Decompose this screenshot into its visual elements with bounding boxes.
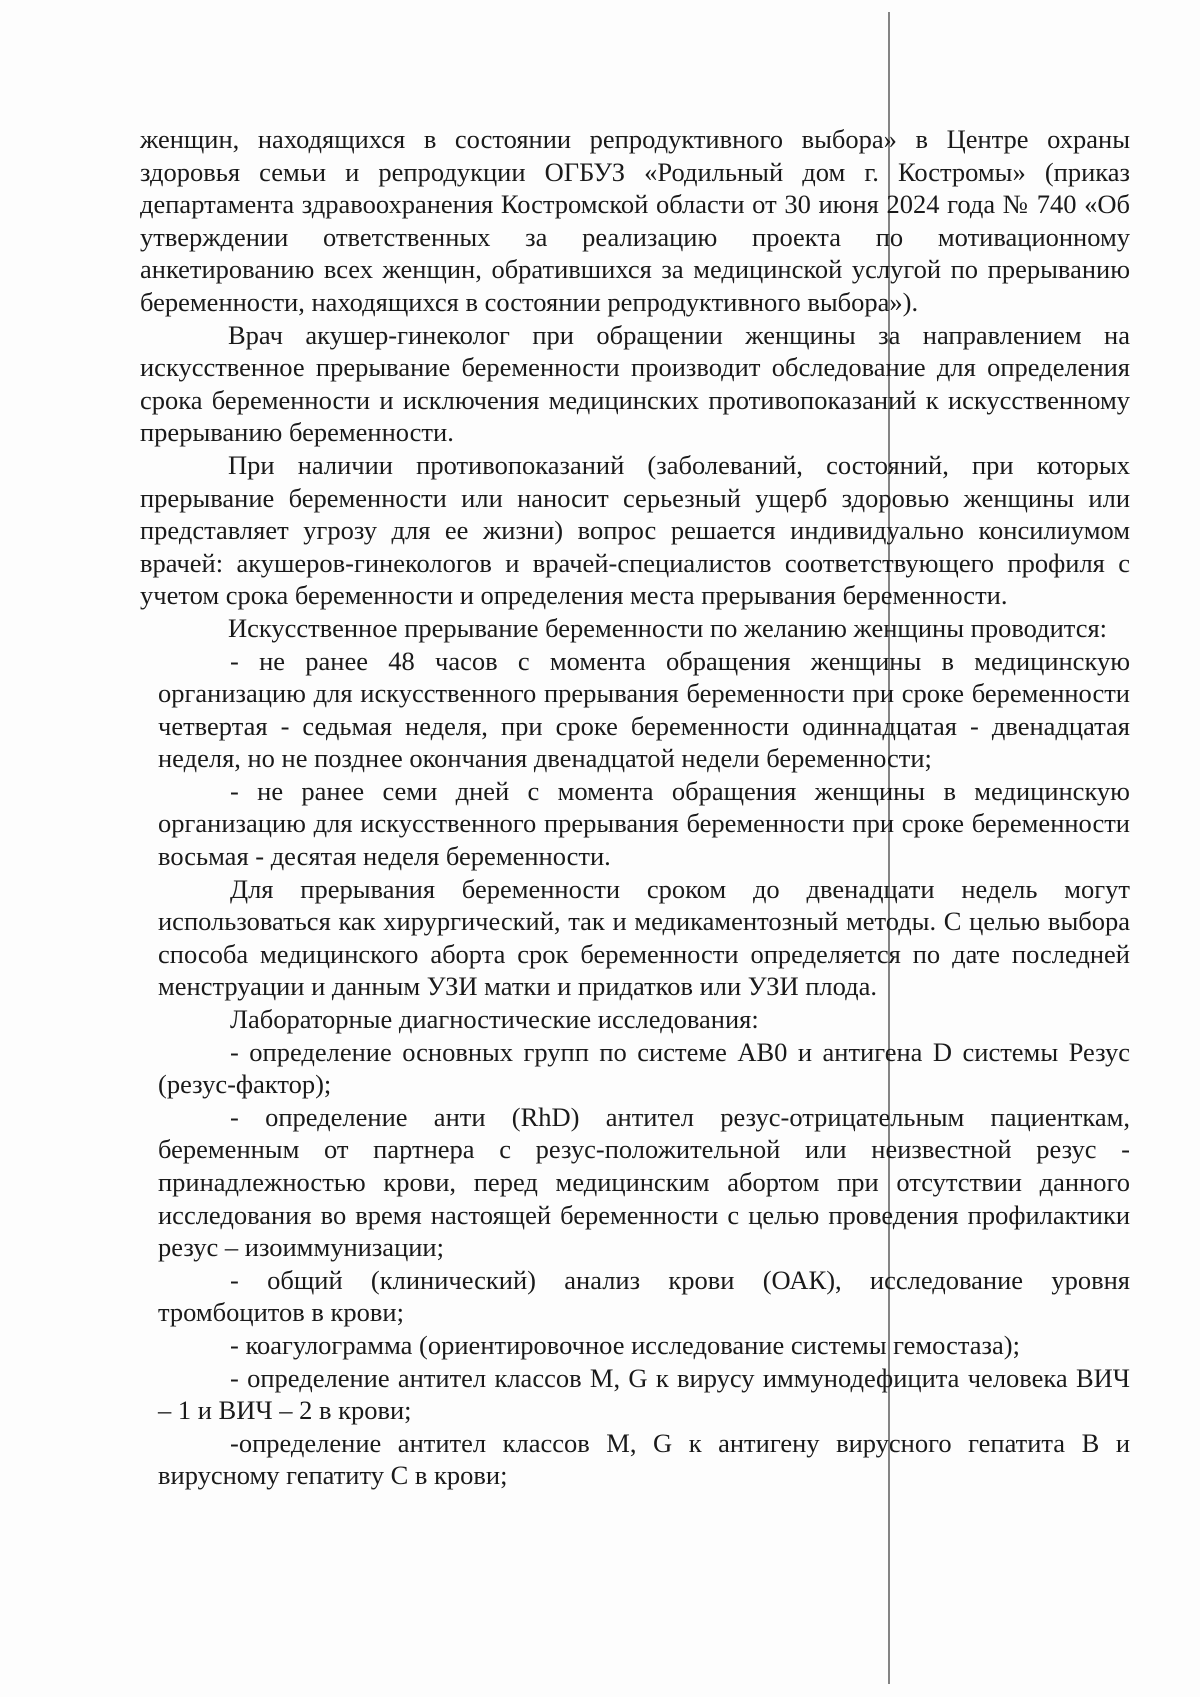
- paragraph-termination-intro: Искусственное прерывание беременности по желанию женщины проводится:: [228, 612, 1108, 643]
- list-item: - определение основных групп по системе AB0 и антигена D системы Резус (резус-фактор);: [158, 1036, 1130, 1100]
- paragraph-doctor-examination: Врач акушер-гинеколог при обращении женщины за направлением на искусственное прерывание беременности производит обследование для определения срока беременности и исключения медицинских противопоказаний к искусственному прерыванию беременности.: [140, 319, 1130, 448]
- list-item: - не ранее семи дней с момента обращения женщины в медицинскую организацию для искусственного прерывания беременности при сроке беременности восьмая - десятая неделя беременности.: [158, 775, 1130, 872]
- paragraph-continuation: женщин, находящихся в состоянии репродуктивного выбора» в Центре охраны здоровья семьи и репродукции ОГБУЗ «Родильный дом г. Костромы» (приказ департамента здравоохранения Костромской области от 30 июня 2024 года № 740 «Об утверждении ответственных за реализацию проекта по мотивационному анкетированию всех женщин, обратившихся за медицинской услугой по прерыванию беременности, находящихся в состоянии репродуктивного выбора»).: [140, 124, 1130, 317]
- list-item: - не ранее 48 часов с момента обращения женщины в медицинскую организацию для искусственного прерывания беременности при сроке беременности четвертая - седьмая неделя, при сроке беременности одиннадцатая - двенадцатая неделя, но не позднее окончания двенадцатой недели беременности;: [158, 645, 1130, 774]
- list-item: - общий (клинический) анализ крови (ОАК), исследование уровня тромбоцитов в крови;: [158, 1264, 1130, 1328]
- conditions-list: [140, 645, 1130, 1492]
- document-body: [140, 123, 1130, 1492]
- list-item: - коагулограмма (ориентировочное исследование системы гемостаза);: [230, 1329, 1020, 1360]
- lab-tests-heading: Лабораторные диагностические исследования:: [230, 1004, 759, 1035]
- list-item: - определение антител классов M, G к вирусу иммунодефицита человека ВИЧ – 1 и ВИЧ – 2 в крови;: [158, 1362, 1130, 1426]
- paragraph-methods: Для прерывания беременности сроком до двенадцати недель могут использоваться как хирургический, так и медикаментозный методы. С целью выбора способа медицинского аборта срок беременности определяется по дате последней менструации и данным УЗИ матки и придатков или УЗИ плода.: [158, 873, 1130, 1002]
- list-item: -определение антител классов M, G к антигену вирусного гепатита B и вирусному гепатиту C в крови;: [158, 1427, 1130, 1491]
- paragraph-contraindications: При наличии противопоказаний (заболеваний, состояний, при которых прерывание беременности или наносит серьезный ущерб здоровью женщины или представляет угрозу для ее жизни) вопрос решается индивидуально консилиумом врачей: акушеров-гинекологов и врачей-специалистов соответствующего профиля с учетом срока беременности и определения места прерывания беременности.: [140, 449, 1130, 611]
- list-item: - определение анти (RhD) антител резус-отрицательным пациенткам, беременным от партнера с резус-положительной или неизвестной резус - принадлежностью крови, перед медицинским абортом при отсутствии данного исследования во время настоящей беременности с целью проведения профилактики резус – изоиммунизации;: [158, 1101, 1130, 1263]
